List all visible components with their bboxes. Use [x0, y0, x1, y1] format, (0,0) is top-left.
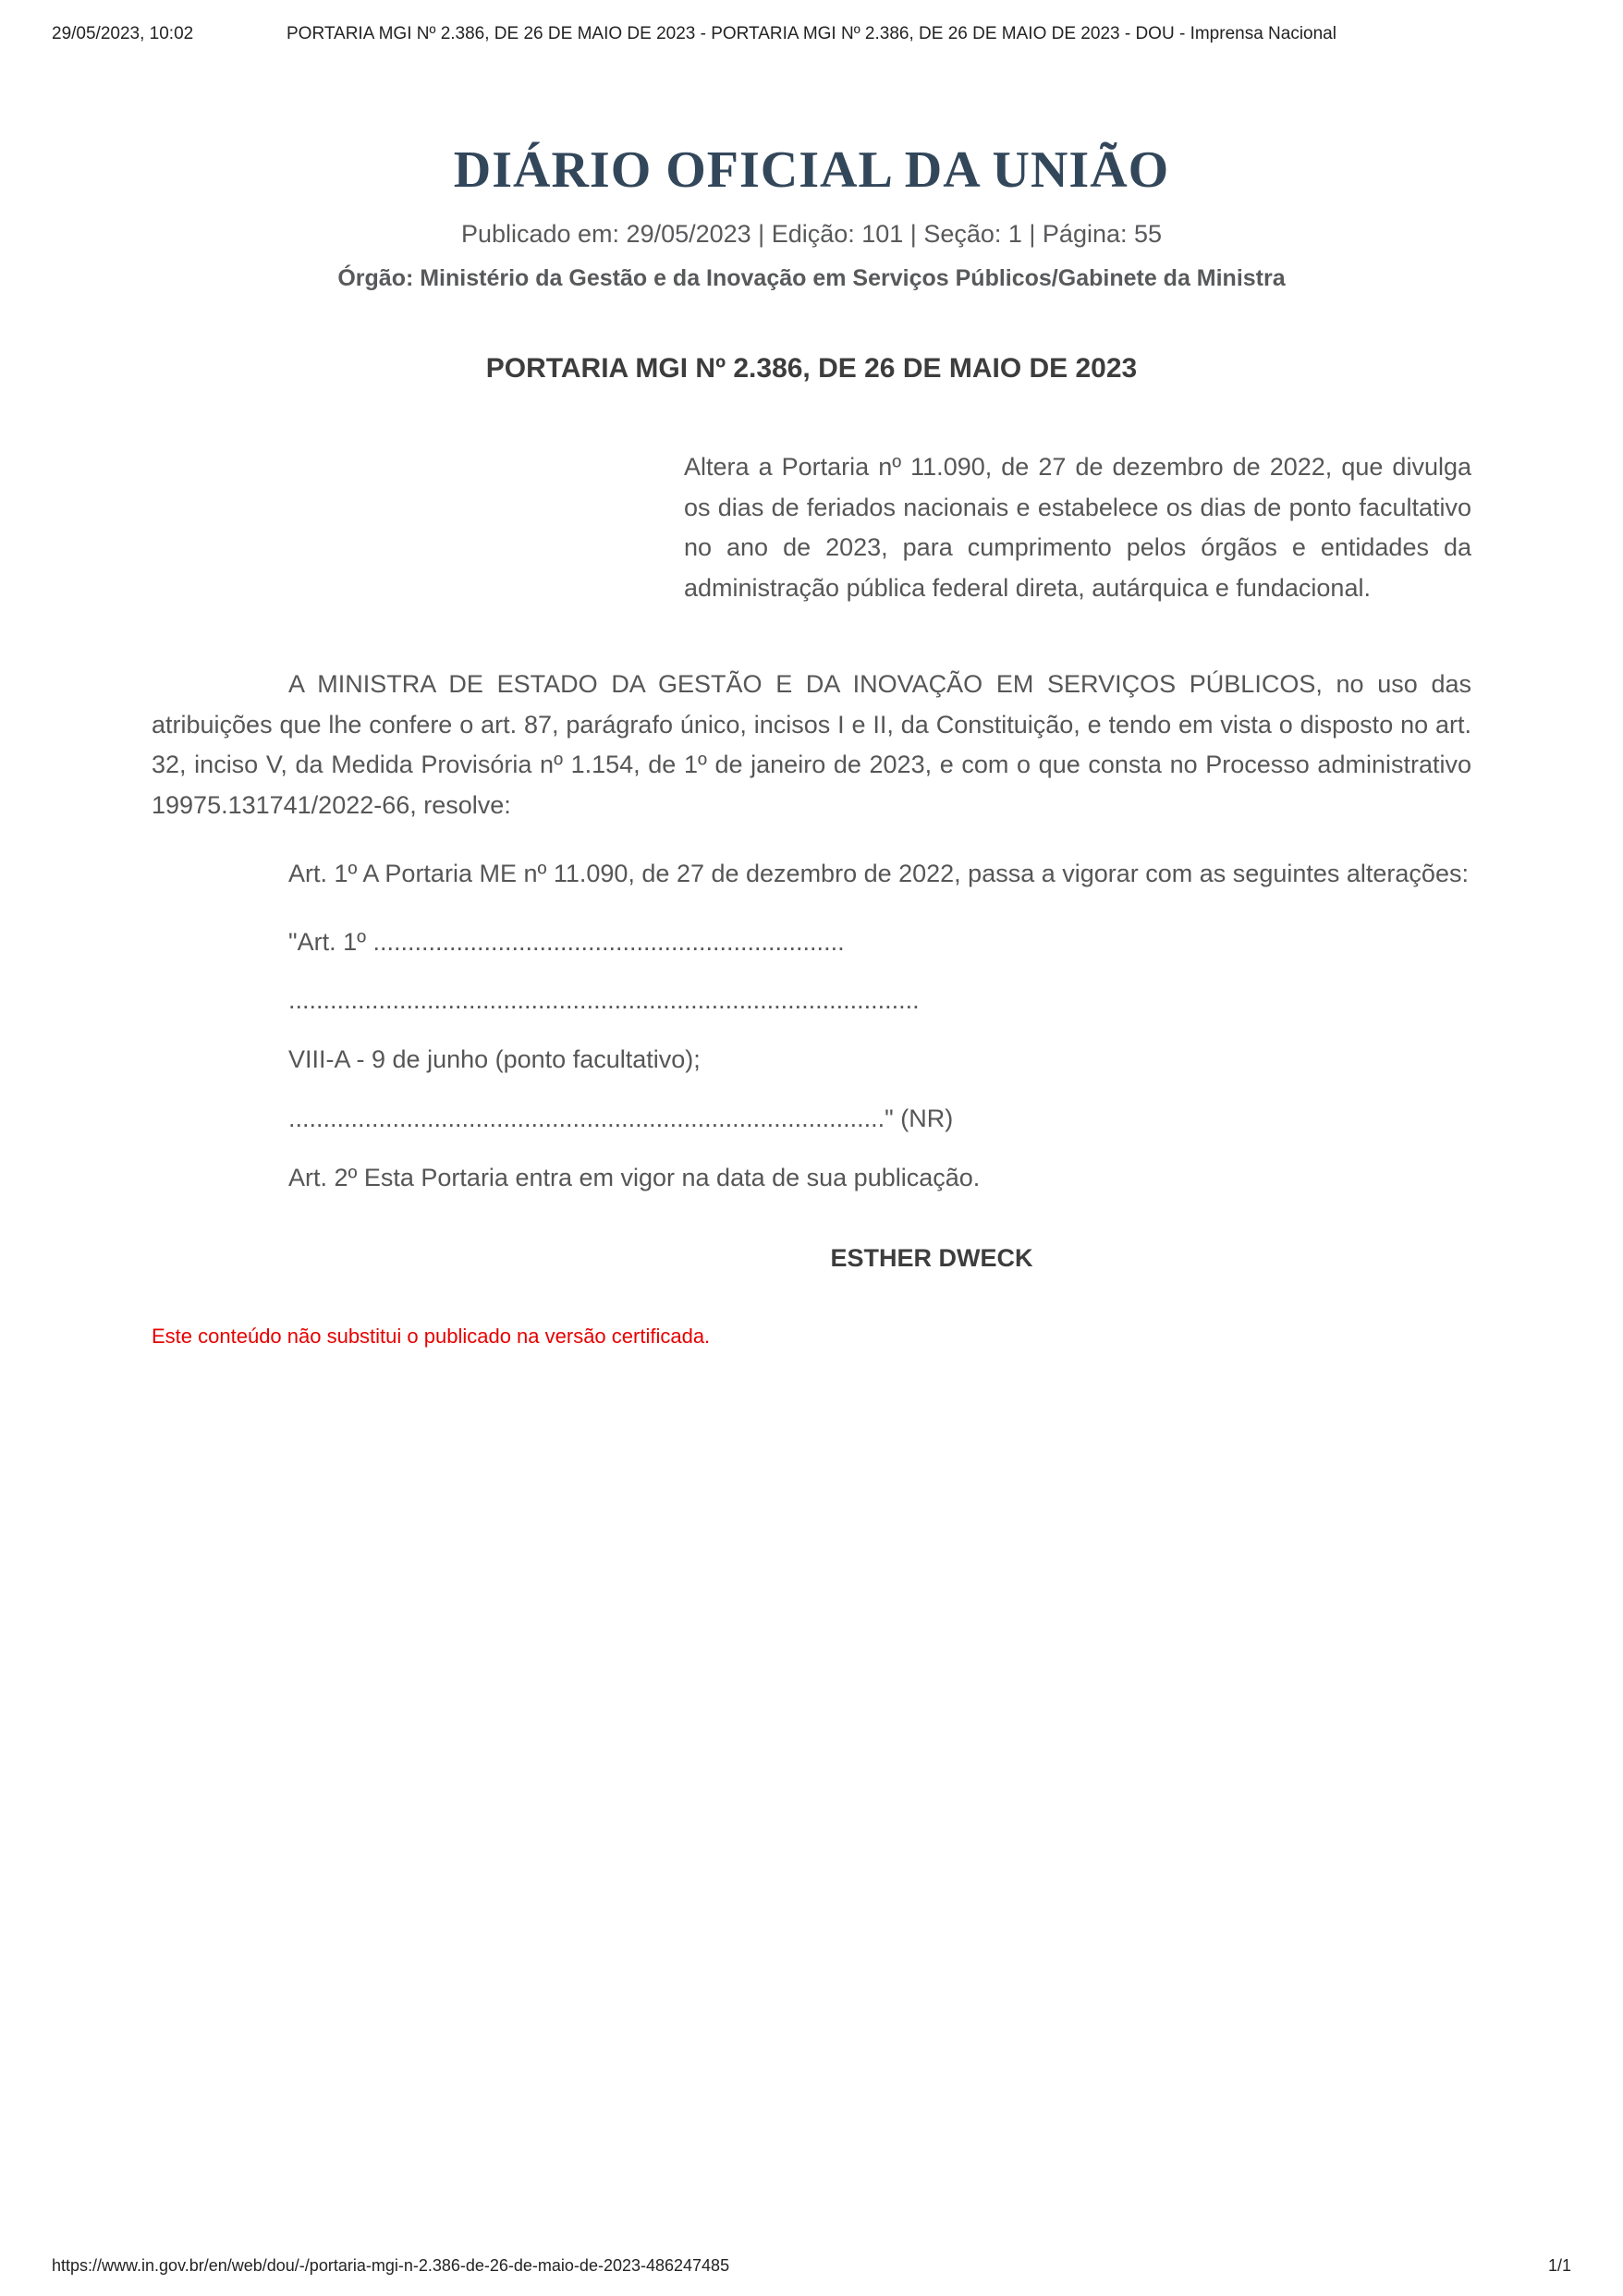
ellipsis-line-2-nr: ......................................................................................" (NR)	[288, 1104, 954, 1132]
document-summary: Altera a Portaria nº 11.090, de 27 de dezembro de 2022, que divulga os dias de feriados nacionais e estabelece os dias de ponto facultativo no ano de 2023, para cumprimento pelos órgãos e entidades da administração pública federal direta, autárquica e fundacional.	[684, 453, 1471, 603]
ellipsis-line-1: ...........................................................................................	[288, 986, 920, 1015]
quoted-article-1-line: "Art. 1º ....................................................................	[288, 927, 845, 956]
preamble-paragraph: A MINISTRA DE ESTADO DA GESTÃO E DA INOVAÇÃO EM SERVIÇOS PÚBLICOS, no uso das atribuições que lhe confere o art. 87, parágrafo único, incisos I e II, da Constituição, e tendo em vista o disposto no art. 32, inciso V, da Medida Provisória nº 1.154, de 1º de janeiro de 2023, e com o que consta no Processo administrativo 19975.131741/2022-66, resolve:	[152, 669, 1471, 820]
print-header-title: PORTARIA MGI Nº 2.386, DE 26 DE MAIO DE 2023 - PORTARIA MGI Nº 2.386, DE 26 DE MAIO DE 2023 - DOU - Imprensa Nacional	[287, 24, 1336, 43]
print-footer	[52, 2256, 1571, 2276]
article-2: Art. 2º Esta Portaria entra em vigor na data de sua publicação.	[288, 1163, 981, 1191]
print-header-datetime: 29/05/2023, 10:02	[52, 24, 194, 43]
publication-info: Publicado em: 29/05/2023 | Edição: 101 | Seção: 1 | Página: 55	[460, 220, 1163, 248]
document-heading: PORTARIA MGI Nº 2.386, DE 26 DE MAIO DE 2023	[485, 353, 1138, 384]
print-header	[52, 24, 1571, 44]
print-footer-url: https://www.in.gov.br/en/web/dou/-/portaria-mgi-n-2.386-de-26-de-maio-de-2023-486247485	[52, 2256, 730, 2275]
print-footer-page-number: 1/1	[1547, 2256, 1571, 2275]
masthead-title: DIÁRIO OFICIAL DA UNIÃO	[453, 141, 1170, 199]
article-1: Art. 1º A Portaria ME nº 11.090, de 27 de dezembro de 2022, passa a vigorar com as seguintes alterações:	[288, 859, 1469, 887]
item-viii-a: VIII-A - 9 de junho (ponto facultativo);	[288, 1045, 701, 1074]
certification-disclaimer: Este conteúdo não substitui o publicado na versão certificada.	[152, 1325, 711, 1349]
organ-line: Órgão: Ministério da Gestão e da Inovação em Serviços Públicos/Gabinete da Ministra	[337, 265, 1286, 291]
signature-name: ESTHER DWECK	[830, 1244, 1033, 1273]
